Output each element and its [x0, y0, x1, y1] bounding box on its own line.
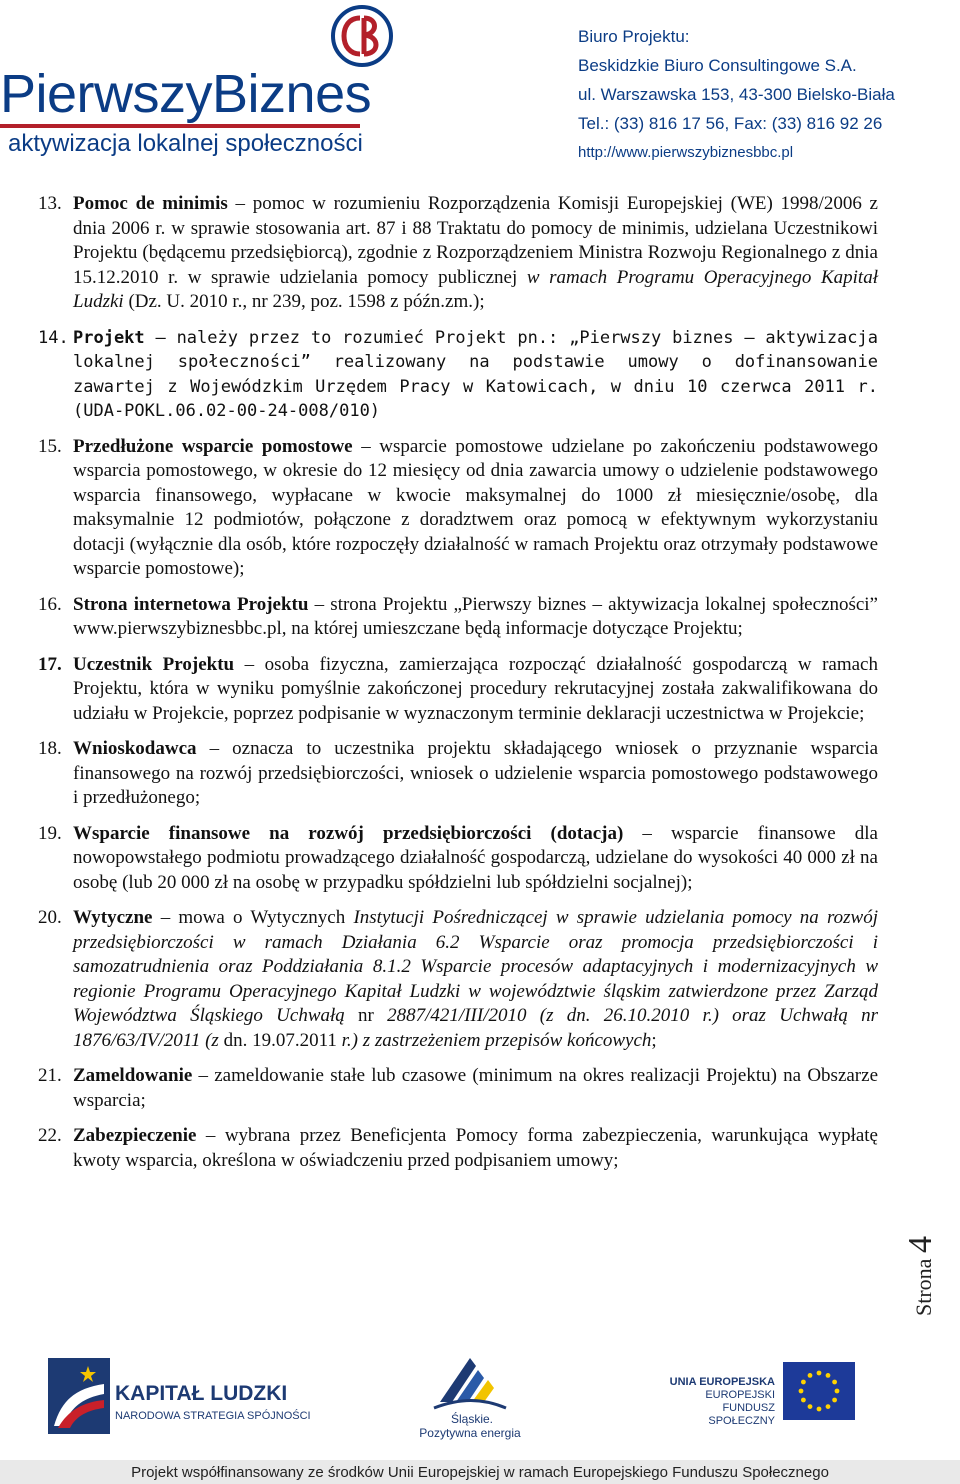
brand-tagline: aktywizacja lokalnej społeczności [8, 130, 363, 157]
definitions-list [38, 192, 878, 1173]
item-body [73, 435, 878, 582]
item-body [73, 593, 878, 642]
definition-item-22 [38, 1124, 878, 1173]
item-text: – zameldowanie stałe lub czasowe (minimum na okres realizacji Projektu) na Obszarze wsparcia; [73, 1065, 878, 1111]
item-text: – należy przez to rozumieć Projekt pn.: „Pierwszy biznes – aktywizacja lokalnej społeczności” realizowany na podstawie umowy o dofinansowanie zawartej z Wojewódzkim Urzędem Pracy w Katowicach, w dniu 10 czerwca 2011 r. (UDA-POKL.06.02-00-24-008/010) [73, 327, 878, 421]
definition-item-15 [38, 435, 878, 582]
item-term: Wnioskodawca [73, 738, 197, 759]
eu-label-line: FUNDUSZ SPOŁECZNY [708, 1402, 775, 1427]
page-header [0, 0, 960, 170]
item-term: Zabezpieczenie [73, 1125, 197, 1146]
kapital-ludzki-title: KAPITAŁ LUDZKI [115, 1382, 288, 1405]
item-body [73, 1124, 878, 1173]
definition-item-19 [38, 822, 878, 896]
item-body [73, 1064, 878, 1113]
page-number-label: Strona [911, 1258, 936, 1316]
item-term: Pomoc de minimis [73, 193, 228, 214]
spacer [38, 895, 878, 906]
brand-name: PierwszyBiznes [0, 64, 372, 124]
item-term: Uczestnik Projektu [73, 653, 235, 675]
item-text: nr [344, 1005, 388, 1026]
office-phone: Tel.: (33) 816 17 56, Fax: (33) 816 92 26 [578, 114, 883, 133]
item-body [73, 906, 878, 1053]
item-term: Wytyczne [73, 907, 153, 928]
slaskie-name: Śląskie. [450, 1412, 494, 1426]
eu-label [665, 1376, 775, 1428]
item-text: – strona Projektu „Pierwszy biznes – aktywizacja lokalnej społeczności” www.pierwszybiznesbbc.pl, na której umieszczane będą informacje dotyczące Projektu; [73, 593, 878, 639]
spacer [38, 424, 878, 435]
item-body [73, 822, 878, 896]
item-text: (Dz. U. 2010 r., nr 239, poz. 1598 z późn.zm.); [123, 291, 485, 312]
eu-label-line: UNIA EUROPEJSKA [669, 1376, 775, 1388]
office-company: Beskidzkie Biuro Consultingowe S.A. [578, 56, 857, 75]
definition-item-17 [38, 653, 878, 727]
item-body [73, 326, 878, 424]
slaskie-logo-icon [430, 1352, 510, 1416]
spacer [38, 811, 878, 822]
cofinancing-note: Projekt współfinansowany ze środków Unii Europejskiej w ramach Europejskiego Funduszu Społecznego [131, 1464, 829, 1481]
definition-item-13 [38, 192, 878, 315]
spacer [38, 1053, 878, 1064]
item-text: – pomoc w rozumieniu Rozporządzenia Komisji Europejskiej (WE) 1998/2006 z dnia 2006 r. w sprawie stosowania art. 87 i 88 Traktatu do pomocy de minimis, udzielana Uczestnikowi Projektu (będącemu przedsiębiorcą), zgodnie z Rozporządzeniem Ministra Rozwoju Regionalnego z dnia 15.12.2010 r. w sprawie udzielania pomocy publicznej [73, 193, 878, 288]
brand-emblem-icon [330, 4, 394, 68]
spacer [38, 726, 878, 737]
kapital-ludzki-subtitle: NARODOWA STRATEGIA SPÓJNOŚCI [115, 1410, 311, 1422]
item-text: dn. 19.07.2011 [218, 1029, 342, 1051]
item-text: – osoba fizyczna, zamierzająca rozpocząć działalność gospodarczą w ramach Projektu, która w wyniku pomyślnie zakończonej procedury rekrutacyjnej została zakwalifikowana do udziału w Projekcie, poprzez podpisanie w wyznaczonym terminie deklaracji uczestnictwa w Projekcie; [73, 653, 878, 724]
office-address: ul. Warszawska 153, 43-300 Bielsko-Biała [578, 85, 895, 104]
item-text: – wsparcie pomostowe udzielane po zakończeniu podstawowego wsparcia pomostowego, w okresie do 12 miesięcy od dnia zawarcia umowy o udzielenie podstawowego wsparcia finansowego, wypłacane w kwocie maksymalnej do 1000 zł miesięcznie/osobę, dla maksymalnie 12 podmiotów, połączone z doradztwem oraz pomocą w efektywnym wykorzystaniu dotacji (wyłącznie dla osób, które rozpoczęły działalność w ramach Projektu oraz otrzymały podstawowe wsparcie pomostowe); [73, 435, 879, 579]
item-number: 15. [38, 435, 62, 457]
item-text: – wybrana przez Beneficjenta Pomocy forma zabezpieczenia, warunkująca wypłatę kwoty wsparcia, określona w oświadczeniu przed podpisaniem umowy; [73, 1125, 878, 1171]
definition-item-14 [38, 326, 878, 424]
item-number: 17. [38, 653, 62, 675]
definition-item-21 [38, 1064, 878, 1113]
brand-underline [0, 124, 360, 128]
item-number: 21. [38, 1065, 62, 1086]
item-italic-text: Instytucji Pośredniczącej w sprawie udzielania pomocy na rozwój przedsiębiorczości w ramach Działania 6.2 Wsparcie oraz promocja przedsiębiorczości i samozatrudnienia oraz Poddziałania 8.1.2 Wsparcie procesów adaptacyjnych i modernizacyjnych w regionie Programu Operacyjnego Kapitał Ludzki w województwie śląskim zatwierdzone przez Zarząd Województwa Śląskiego Uchwałą [73, 907, 878, 1026]
item-number: 14. [38, 327, 69, 348]
office-url-link[interactable]: http://www.pierwszybiznesbbc.pl [578, 144, 794, 161]
spacer [38, 642, 878, 653]
kapital-ludzki-logo-icon [48, 1358, 110, 1434]
spacer [38, 315, 878, 326]
definition-item-20 [38, 906, 878, 1053]
item-term: Strona internetowa Projektu [73, 593, 309, 615]
definition-item-16 [38, 593, 878, 642]
slaskie-slogan: Pozytywna energia [419, 1426, 521, 1440]
project-office-info [578, 22, 895, 167]
item-term: Wsparcie finansowe na rozwój przedsiębiorczości (dotacja) [73, 822, 624, 844]
spacer [38, 1113, 878, 1124]
item-text: – mowa o Wytycznych [152, 907, 354, 928]
footer-logos [0, 1350, 960, 1460]
item-body [73, 653, 878, 727]
item-term: Przedłużone wsparcie pomostowe [73, 435, 353, 457]
item-text: ; [651, 1029, 657, 1051]
item-italic-text: w ramach Programu Operacyjnego Kapitał Ludzki [73, 266, 878, 312]
item-number: 16. [38, 593, 62, 615]
item-term: Zameldowanie [73, 1065, 193, 1086]
item-text: – oznacza to uczestnika projektu składającego wniosek o przyznanie wsparcia finansowego na rozwój przedsiębiorczości, wniosek o udzielenie wsparcia pomostowego podstawowego i przedłużonego; [73, 738, 878, 808]
page-number-value: 4 [902, 1236, 939, 1254]
item-number: 19. [38, 822, 62, 844]
item-italic-text: 2887/421/III/2010 (z dn. 26.10.2010 r.) oraz Uchwałą nr 1876/63/IV/2011 (z [73, 1005, 878, 1051]
item-body [73, 737, 878, 811]
page-number [902, 1236, 939, 1316]
item-text: – wsparcie finansowe dla nowopowstałego podmiotu prowadzącego działalność gospodarczą, udzielane do wysokości 40 000 zł na osobę (lub 20 000 zł na osobę w przypadku spółdzielni lub spółdzielni socjalnej); [73, 822, 878, 893]
item-number: 13. [38, 193, 62, 214]
item-number: 20. [38, 907, 62, 928]
item-number: 18. [38, 738, 62, 759]
item-body [73, 192, 878, 315]
item-term: Projekt [73, 327, 145, 348]
office-title: Biuro Projektu: [578, 27, 690, 46]
item-number: 22. [38, 1125, 62, 1146]
eu-flag-icon [783, 1362, 855, 1420]
eu-label-line: EUROPEJSKI [705, 1389, 775, 1401]
definition-item-18 [38, 737, 878, 811]
spacer [38, 582, 878, 593]
item-italic-text: r.) z zastrzeżeniem przepisów końcowych [341, 1029, 652, 1051]
